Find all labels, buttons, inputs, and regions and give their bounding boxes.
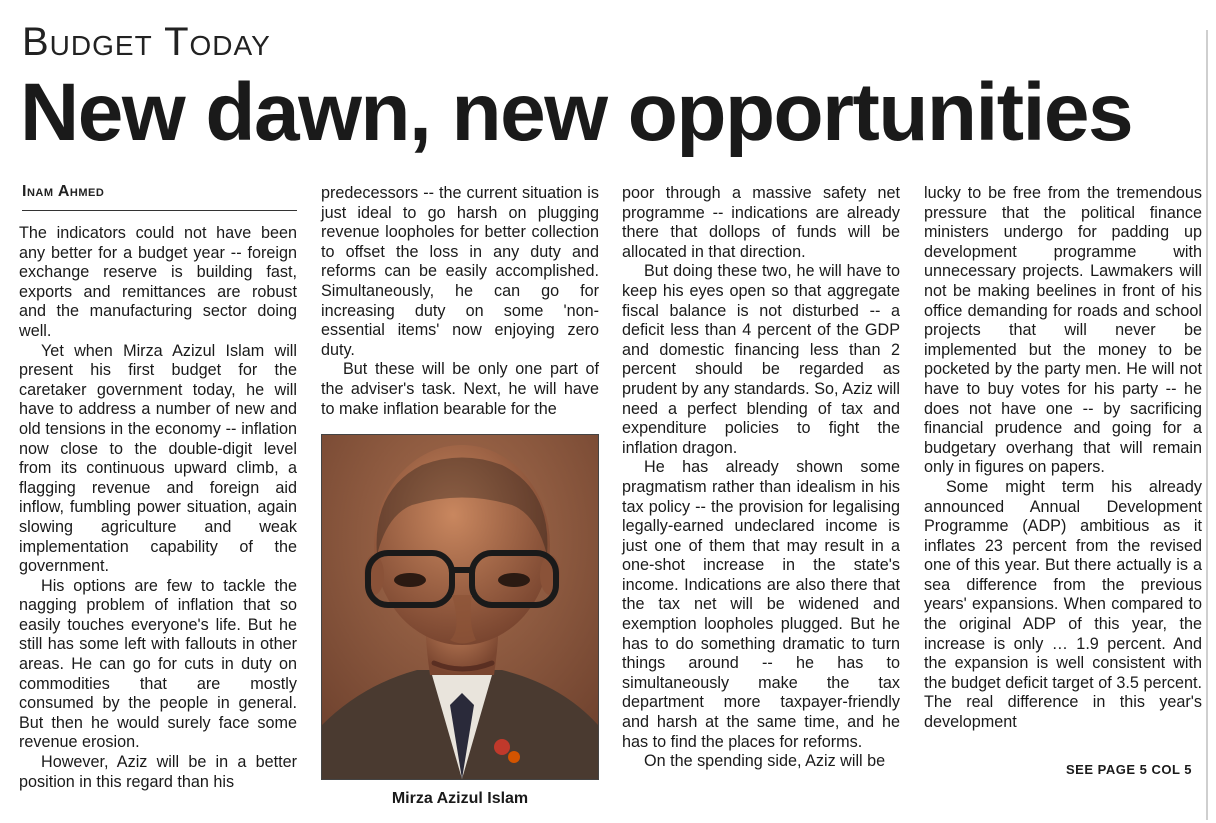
- portrait-illustration: [322, 435, 598, 779]
- paragraph: He has already shown some pragmatism rather than idealism in his tax policy -- the provision for legalising legally-earned undeclared income is just one of them that may result in a one-shot increase in the state's income. Indications are also there that the tax net will be widened and exemption loopholes plugged. But he has to do something dramatic to turn things around -- he has to simultaneously make the tax department more taxpayer-friendly and harsh at the same time, and he has to find the places for reforms.: [622, 458, 900, 751]
- headline: New dawn, new opportunities: [20, 67, 1133, 158]
- article-column-2: [321, 184, 599, 419]
- paragraph: However, Aziz will be in a better position in this regard than his: [19, 753, 297, 791]
- paragraph: The indicators could not have been any better for a budget year -- foreign exchange reserve is building fast, exports and remittances are robust and the manufacturing sector doing well.: [19, 224, 297, 340]
- article-column-4: [924, 184, 1202, 733]
- paragraph: Some might term his already announced Annual Development Programme (ADP) ambitious as it inflates 23 percent from the revised one of this year. But there actually is a sea difference from the previous years' expansions. When compared to the original ADP of this year, the increase is only … 1.9 percent. And the expansion is well consistent with the budget deficit target of 3.5 percent. The real difference in this year's development: [924, 477, 1202, 732]
- byline-divider: [22, 210, 297, 211]
- paragraph: On the spending side, Aziz will be: [644, 752, 886, 771]
- page-edge-rule: [1206, 30, 1208, 820]
- portrait-photo: [321, 434, 599, 780]
- paragraph: But these will be only one part of the adviser's task. Next, he will have to make inflation bearable for the: [321, 360, 599, 418]
- paragraph: His options are few to tackle the nagging problem of inflation that so easily touches everyone's life. But he still has some left with fallouts in other areas. He can go for cuts in duty on commodities that are mostly consumed by the people in general. But then he would surely face some revenue erosion.: [19, 576, 297, 752]
- article-column-3: [622, 184, 900, 772]
- section-kicker: Budget Today: [22, 20, 271, 64]
- paragraph: poor through a massive safety net programme -- indications are already there that dollops of funds will be allocated in that direction.: [622, 184, 900, 261]
- paragraph: lucky to be free from the tremendous pressure that the political finance ministers undergo for padding up development programme with unnecessary projects. Lawmakers will not be making beelines in front of his office demanding for roads and school projects that will never be implemented but the money to be pocketed by the party men. He will not have to buy votes for his party -- he does not have one -- by sacrificing financial prudence and going for a budgetary overhang that will remain only in figures on papers.: [924, 184, 1202, 477]
- paragraph: But doing these two, he will have to keep his eyes open so that aggregate fiscal balance is not disturbed -- a deficit less than 4 percent of the GDP and domestic financing less than 2 percent should be regarded as prudent by any standards. So, Aziz will need a perfect blending of tax and expenditure policies to fight the inflation dragon.: [622, 262, 900, 457]
- article-column-1: [19, 224, 297, 792]
- continuation-note: SEE PAGE 5 COL 5: [1066, 762, 1193, 777]
- paragraph: Yet when Mirza Azizul Islam will present his first budget for the caretaker government today, he will have to address a number of new and old tensions in the economy -- inflation now close to the double-digit level from its continuous upward climb, a flagging revenue and foreign aid inflow, fumbling power situation, again slowing agriculture and weak implementation capability of the government.: [19, 341, 297, 576]
- paragraph: predecessors -- the current situation is just ideal to go harsh on plugging revenue loopholes for better collection to offset the loss in any duty and reforms can be easily accomplished. Simultaneously, he can go for increasing duty on some 'non-essential items' now enjoying zero duty.: [321, 184, 599, 359]
- photo-caption: Mirza Azizul Islam: [391, 790, 529, 807]
- byline: Inam Ahmed: [22, 183, 105, 200]
